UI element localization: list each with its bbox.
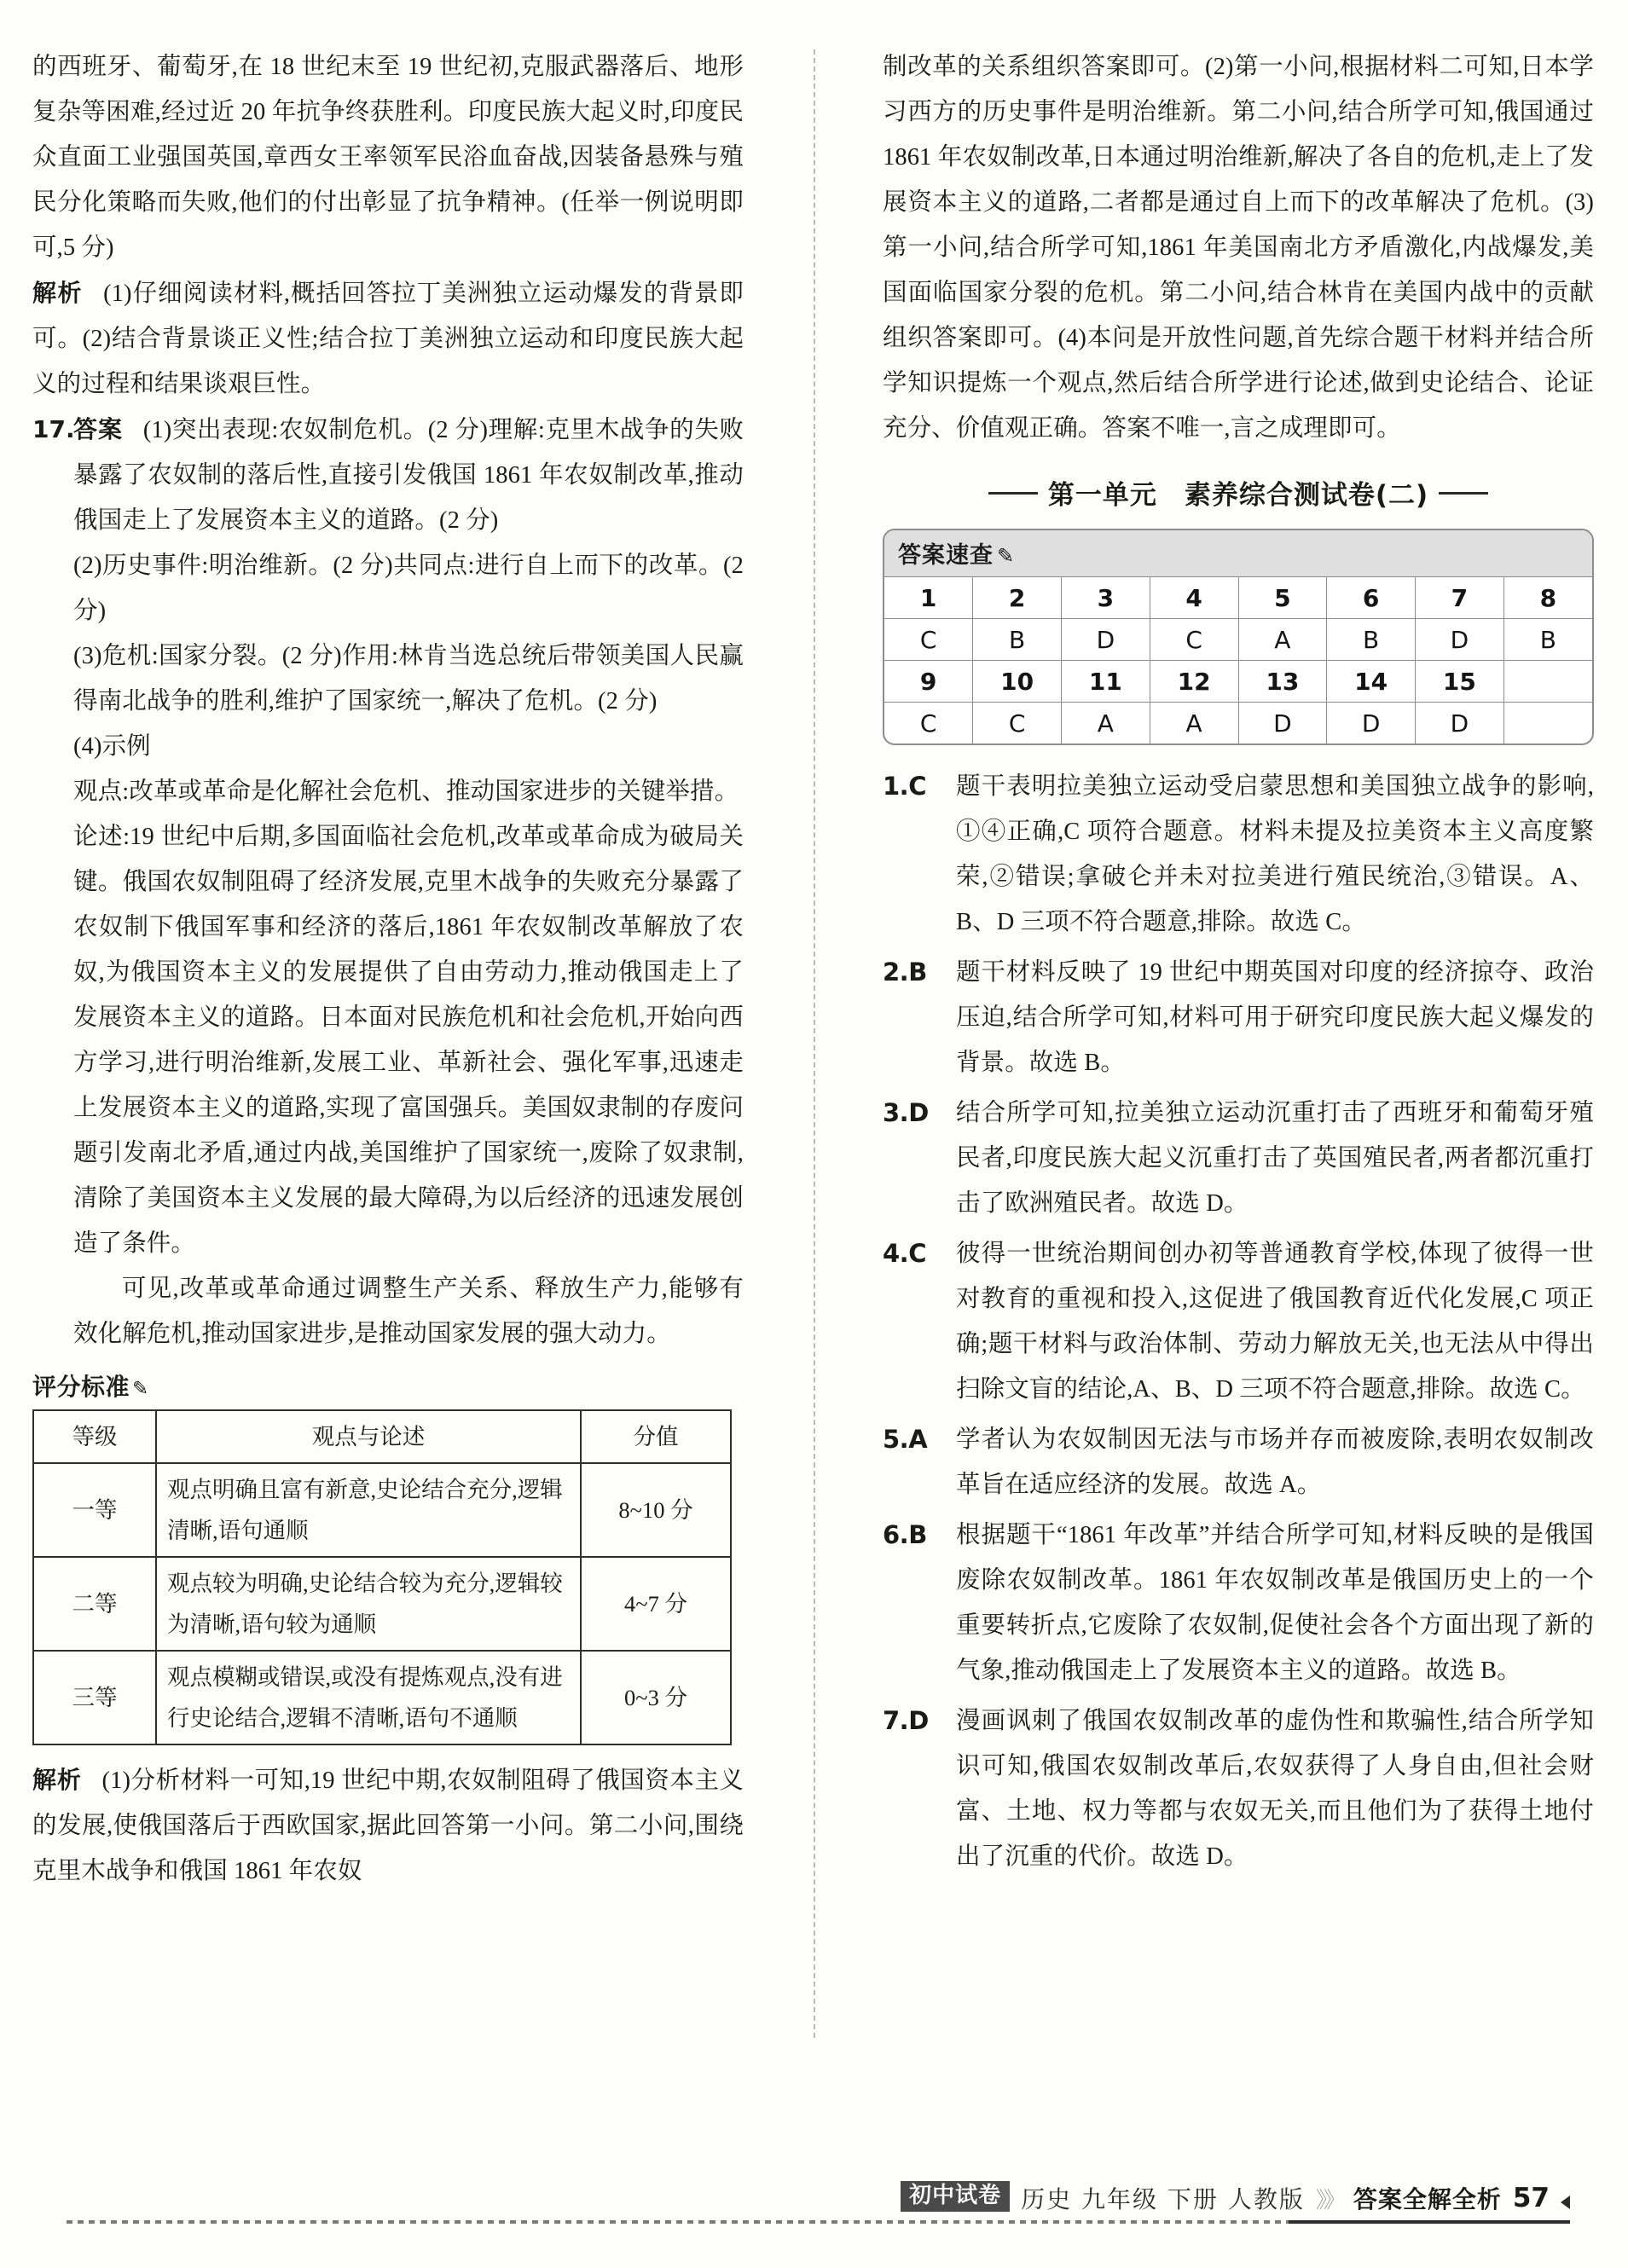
triangle-left-icon <box>1561 2196 1570 2209</box>
explanation-key: 6.B <box>883 1520 927 1549</box>
explanation-key: 1.C <box>883 772 926 801</box>
heading-rule-left <box>988 492 1038 495</box>
rubric-title-row <box>32 1368 744 1403</box>
table-row-numbers-1 <box>884 577 1592 619</box>
right-column <box>869 0 1628 2153</box>
analysis-block-2 <box>32 1757 744 1894</box>
analysis-label: 解析 <box>32 279 83 307</box>
chevron-right-icon: 》》 <box>1315 2188 1342 2213</box>
table-row <box>33 1557 731 1651</box>
q17-argument: 论述:19 世纪中后期,多国面临社会危机,改革或革命成为破局关键。俄国农奴制阻碍了经济发展,克里木战争的失败充分暴露了农奴制下俄国军事和经济的落后,1861 年农奴制改革解放了农奴,为俄国资本主义的发展提供了自由劳动力,推动俄国走上了发展资本主义的道路。日本面对民族危机和社会危机,开始向西方学习,进行明治维新,发展工业、革新社会、强化军事,迅速走上发展资本主义的道路,实现了富国强兵。美国奴隶制的存废问题引发南北矛盾,通过内战,美国维护了国家统一,废除了奴隶制,清除了美国资本主义发展的最大障碍,为以后经济的迅速发展创造了条件。 <box>73 824 744 1257</box>
answer-letter: D <box>1416 619 1504 661</box>
question-17-answer-block <box>32 407 744 1357</box>
table-row-numbers-2 <box>884 661 1592 703</box>
explanation-text: 题干表明拉美独立运动受启蒙思想和美国独立战争的影响,①④正确,C 项符合题意。材料未提及拉美资本主义高度繁荣,②错误;拿破仑并未对拉美进行殖民统治,③错误。A、B、D 三项不符合题意,排除。故选 C。 <box>956 773 1594 935</box>
answer-letter: C <box>884 619 973 661</box>
scoring-rubric-table <box>32 1409 732 1745</box>
rubric-header-level: 等级 <box>33 1410 156 1463</box>
q17-conclusion: 可见,改革或革命通过调整生产关系、释放生产力,能够有效化解危机,推动国家进步,是推动国家发展的强大动力。 <box>73 1276 744 1347</box>
answer-letter: A <box>1238 619 1327 661</box>
explanation-text: 题干材料反映了 19 世纪中期英国对印度的经济掠夺、政治压迫,结合所学可知,材料可用于研究印度民族大起义爆发的背景。故选 B。 <box>956 959 1594 1076</box>
footer-meta: 历史 九年级 下册 人教版 <box>1021 2185 1305 2213</box>
page-footer <box>0 2153 1628 2268</box>
rubric-header-desc: 观点与论述 <box>156 1410 581 1463</box>
heading-rule-right <box>1439 492 1488 495</box>
rubric-score-3: 0~3 分 <box>581 1651 731 1744</box>
explanation-text: 结合所学可知,拉美独立运动沉重打击了西班牙和葡萄牙殖民者,印度民族大起义沉重打击了英国殖民者,两者都沉重打击了欧洲殖民者。故选 D。 <box>956 1100 1594 1217</box>
table-row-answers-1 <box>884 619 1592 661</box>
answer-number: 6 <box>1327 577 1416 619</box>
answer-number: 10 <box>973 661 1062 703</box>
column-gutter <box>759 0 869 2153</box>
table-row-answers-2 <box>884 703 1592 744</box>
explanation-key: 7.D <box>883 1706 929 1735</box>
table-row <box>33 1651 731 1744</box>
rubric-level-2: 二等 <box>33 1557 156 1651</box>
explanation-item-1 <box>883 764 1594 945</box>
answer-number: 9 <box>884 661 973 703</box>
explanation-item-5 <box>883 1417 1594 1507</box>
pen-icon: ✎ <box>132 1378 149 1400</box>
q17-answer-part-3: (3)危机:国家分裂。(2 分)作用:林肯当选总统后带领美国人民赢得南北战争的胜利,维护了国家统一,解决了危机。(2 分) <box>73 643 744 715</box>
explanation-item-2 <box>883 950 1594 1085</box>
rubric-header-row <box>33 1410 731 1463</box>
quick-answer-box <box>883 529 1594 745</box>
explanation-key: 2.B <box>883 958 927 986</box>
unit-heading <box>883 473 1594 512</box>
explanation-item-4 <box>883 1231 1594 1412</box>
answer-letter: D <box>1327 703 1416 744</box>
answer-number: 14 <box>1327 661 1416 703</box>
explanation-text: 学者认为农奴制因无法与市场并存而被废除,表明农奴制改革旨在适应经济的发展。故选 A。 <box>956 1426 1594 1498</box>
page-number: 57 <box>1512 2183 1550 2213</box>
dashed-column-divider <box>814 49 815 2038</box>
answer-number: 3 <box>1062 577 1150 619</box>
answer-number: 7 <box>1416 577 1504 619</box>
answer-letter: C <box>973 703 1062 744</box>
left-continued-paragraph: 的西班牙、葡萄牙,在 18 世纪末至 19 世纪初,克服武器落后、地形复杂等困难,经过近 20 年抗争终获胜利。印度民族大起义时,印度民众直面工业强国英国,章西女王率领军民浴血奋战,因装备悬殊与殖民分化策略而失败,他们的付出彰显了抗争精神。(任举一例说明即可,5 分) <box>32 54 744 261</box>
unit-heading-text: 第一单元 素养综合测试卷(二) <box>1047 480 1429 511</box>
answer-number: 1 <box>884 577 973 619</box>
footer-section-title: 答案全解全析 <box>1353 2185 1502 2213</box>
answer-letter: B <box>973 619 1062 661</box>
quick-answer-title-bar <box>884 530 1592 577</box>
explanation-key: 5.A <box>883 1425 928 1454</box>
rubric-score-2: 4~7 分 <box>581 1557 731 1651</box>
explanation-item-3 <box>883 1091 1594 1226</box>
analysis-label-2: 解析 <box>32 1766 82 1794</box>
answer-letter: D <box>1416 703 1504 744</box>
explanation-text: 彼得一世统治期间创办初等普通教育学校,体现了彼得一世对教育的重视和投入,这促进了俄国教育近代化发展,C 项正确;题干材料与政治体制、劳动力解放无关,也无法从中得出扫除文盲的结论,A、B、D 三项不符合题意,排除。故选 C。 <box>956 1241 1594 1403</box>
answer-number: 2 <box>973 577 1062 619</box>
q17-answer-part-2: (2)历史事件:明治维新。(2 分)共同点:进行自上而下的改革。(2 分) <box>73 553 744 624</box>
q17-answer-part-4: (4)示例 <box>73 733 151 760</box>
quick-answer-table <box>884 577 1592 743</box>
answer-letter: A <box>1150 703 1238 744</box>
left-column <box>0 0 759 2153</box>
answer-number: 13 <box>1238 661 1327 703</box>
rubric-header-score: 分值 <box>581 1410 731 1463</box>
pen-icon: ✎ <box>997 544 1016 568</box>
analysis-block-1 <box>32 270 744 407</box>
analysis-text-2: (1)分析材料一可知,19 世纪中期,农奴制阻碍了俄国资本主义的发展,使俄国落后于西欧国家,据此回答第一小问。第二小问,围绕克里木战争和俄国 1861 年农奴 <box>32 1768 744 1884</box>
explanation-text: 根据题干“1861 年改革”并结合所学可知,材料反映的是俄国废除农奴制改革。1861 年农奴制改革是俄国历史上的一个重要转折点,它废除了农奴制,促使社会各个方面出现了新的气象,推动俄国走上了发展资本主义的道路。故选 B。 <box>956 1522 1594 1684</box>
answer-letter: D <box>1238 703 1327 744</box>
answer-letter: D <box>1062 619 1150 661</box>
rubric-desc-2: 观点较为明确,史论结合较为充分,逻辑较为清晰,语句较为通顺 <box>156 1557 581 1651</box>
rubric-level-3: 三等 <box>33 1651 156 1744</box>
q17-viewpoint: 观点:改革或革命是化解社会危机、推动国家进步的关键举措。 <box>73 778 739 805</box>
answer-number: 15 <box>1416 661 1504 703</box>
rubric-level-1: 一等 <box>33 1463 156 1557</box>
answer-letter: B <box>1503 619 1592 661</box>
explanation-text: 漫画讽刺了俄国农奴制改革的虚伪性和欺骗性,结合所学知识可知,俄国农奴制改革后,农奴获得了人身自由,但社会财富、土地、权力等都与农奴无关,而且他们为了获得土地付出了沉重的代价。故选 D。 <box>956 1708 1594 1870</box>
answer-label: 答案 <box>73 415 124 443</box>
answer-letter: B <box>1327 619 1416 661</box>
q17-answer-1-text: (1)突出表现:农奴制危机。(2 分)理解:克里木战争的失败暴露了农奴制的落后性,直接引发俄国 1861 年农奴制改革,推动俄国走上了发展资本主义的道路。(2 分) <box>73 417 744 534</box>
table-row <box>33 1463 731 1557</box>
right-continued-paragraph: 制改革的关系组织答案即可。(2)第一小问,根据材料二可知,日本学习西方的历史事件是明治维新。第二小问,结合所学可知,俄国通过 1861 年农奴制改革,日本通过明治维新,解决了各自的危机,走上了发展资本主义的道路,二者都是通过自上而下的改革解决了危机。(3)第一小问,结合所学可知,1861 年美国南北方矛盾激化,内战爆发,美国面临国家分裂的危机。第二小问,结合林肯在美国内战中的贡献组织答案即可。(4)本问是开放性问题,首先综合题干材料并结合所学知识提炼一个观点,然后结合所学进行论述,做到史论结合、论证充分、价值观正确。答案不唯一,言之成理即可。 <box>883 54 1594 442</box>
quick-answer-title: 答案速查 <box>898 542 994 569</box>
rubric-title: 评分标准 <box>32 1373 130 1401</box>
answer-letter: A <box>1062 703 1150 744</box>
explanation-item-6 <box>883 1513 1594 1693</box>
rubric-score-1: 8~10 分 <box>581 1463 731 1557</box>
explanation-item-7 <box>883 1698 1594 1879</box>
answer-number: 8 <box>1503 577 1592 619</box>
rubric-desc-1: 观点明确且富有新意,史论结合充分,逻辑清晰,语句通顺 <box>156 1463 581 1557</box>
rubric-desc-3: 观点模糊或错误,或没有提炼观点,没有进行史论结合,逻辑不清晰,语句不通顺 <box>156 1651 581 1744</box>
answer-letter-empty <box>1503 703 1592 744</box>
analysis-text: (1)仔细阅读材料,概括回答拉丁美洲独立运动爆发的背景即可。(2)结合背景谈正义性;结合拉丁美洲独立运动和印度民族大起义的过程和结果谈艰巨性。 <box>32 281 744 397</box>
q17-answer-part-1 <box>73 407 744 543</box>
answer-number: 12 <box>1150 661 1238 703</box>
answer-number: 5 <box>1238 577 1327 619</box>
footer-badge: 初中试卷 <box>901 2181 1010 2212</box>
question-number: 17. <box>32 415 75 443</box>
answer-letter: C <box>1150 619 1238 661</box>
answer-number-empty <box>1503 661 1592 703</box>
answer-number: 4 <box>1150 577 1238 619</box>
explanation-key: 4.C <box>883 1239 926 1268</box>
footer-solid-rule <box>1289 2220 1570 2224</box>
answer-letter: C <box>884 703 973 744</box>
explanation-key: 3.D <box>883 1098 929 1127</box>
answer-number: 11 <box>1062 661 1150 703</box>
footer-content <box>901 2181 1570 2212</box>
